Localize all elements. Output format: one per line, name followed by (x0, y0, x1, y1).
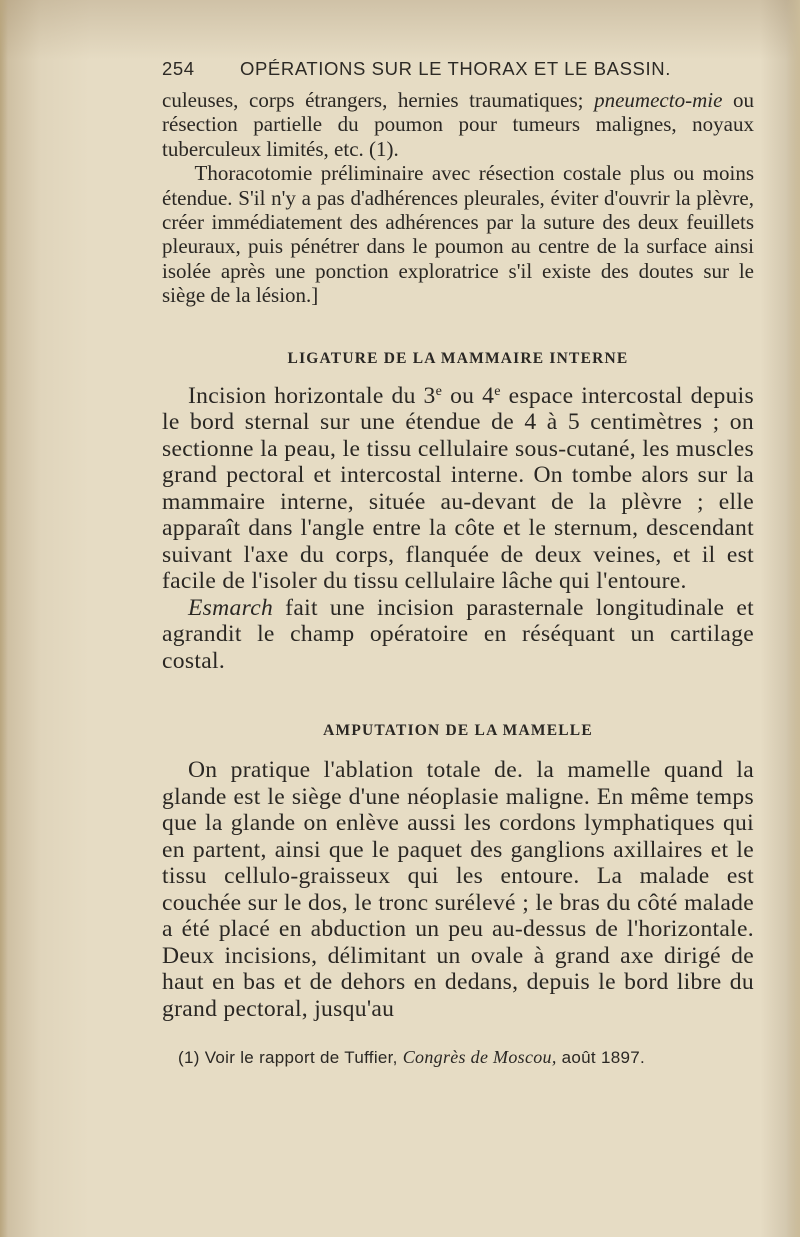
running-head-title: OPÉRATIONS SUR LE THORAX ET LE BASSIN. (240, 58, 671, 79)
page-content (162, 56, 754, 1069)
superscript: e (435, 382, 443, 399)
text-run: culeuses, corps étrangers, hernies traumatiques; (162, 88, 584, 112)
section-amputation-body (162, 757, 754, 1022)
italic-name-esmarch: Esmarch (187, 594, 274, 621)
text-run: espace intercostal depuis le bord sternal sur une étendue de 4 à 5 centimètres ; on sectionne la peau, le tissu cellulaire sous-cutané, les muscles grand pectoral et intercostal interne. On tombe alors sur la mammaire interne, située au-devant de la plèvre ; elle apparaît dans l'angle entre la côte et le sternum, descendant suivant l'axe du corps, flanquée de deux veines, et il est facile de l'isoler du tissu cellulaire lâche qui l'entoure. (162, 382, 755, 595)
ligature-paragraph-1 (162, 383, 754, 595)
continuation-paragraph-2: Thoracotomie préliminaire avec résection costale plus ou moins étendue. S'il n'y a pas d'adhérences pleurales, éviter d'ouvrir la plèvre, créer immédiatement des adhérences par la suture des deux feuillets pleuraux, puis pénétrer dans le poumon au centre de la surface ainsi isolée après une ponction exploratrice s'il existe des doutes sur le siège de la lésion.] (162, 161, 754, 308)
running-head (162, 56, 754, 82)
section-title-ligature: LIGATURE DE LA MAMMAIRE INTERNE (287, 349, 629, 367)
text-run: Incision horizontale du 3 (187, 382, 436, 409)
ligature-paragraph-2 (162, 595, 754, 675)
page-edge-right (786, 0, 800, 1237)
text-run: ou 4 (442, 382, 495, 409)
section-ligature-body (162, 383, 754, 675)
page-number: 254 (162, 58, 195, 79)
continuation-text (162, 88, 754, 308)
text-run: ou résection partielle du poumon pour tumeurs malignes, noyaux tuberculeux limités, etc. (1). (162, 88, 755, 161)
footnote-date: août 1897. (561, 1048, 646, 1068)
footnote (162, 1046, 754, 1069)
footnote-italic-source: Congrès de Moscou, (402, 1047, 557, 1068)
text-run: fait une incision parasternale longitudinale et agrandit le champ opératoire en réséquant un cartilage costal. (162, 594, 754, 674)
continuation-paragraph-1 (162, 88, 754, 161)
italic-term-pneumectomie: pneumecto-mie (594, 88, 723, 112)
page-edge-left (0, 0, 8, 1237)
section-title-amputation: AMPUTATION DE LA MAMELLE (323, 722, 593, 740)
footnote-text: (1) Voir le rapport de Tuffier, (178, 1048, 398, 1068)
amputation-paragraph-1: On pratique l'ablation totale de. la mamelle quand la glande est le siège d'une néoplasie maligne. En même temps que la glande on enlève aussi les cordons lymphatiques qui en partent, ainsi que le paquet des ganglions axillaires et le tissu cellulo-graisseux qui les entoure. La malade est couchée sur le dos, le tronc surélevé ; le bras du côté malade a été placé en abduction un peu au-dessus de l'horizontale. Deux incisions, délimitant un ovale à grand axe dirigé de haut en bas et de dehors en dedans, depuis le bord libre du grand pectoral, jusqu'au (162, 757, 754, 1022)
superscript: e (494, 382, 501, 399)
